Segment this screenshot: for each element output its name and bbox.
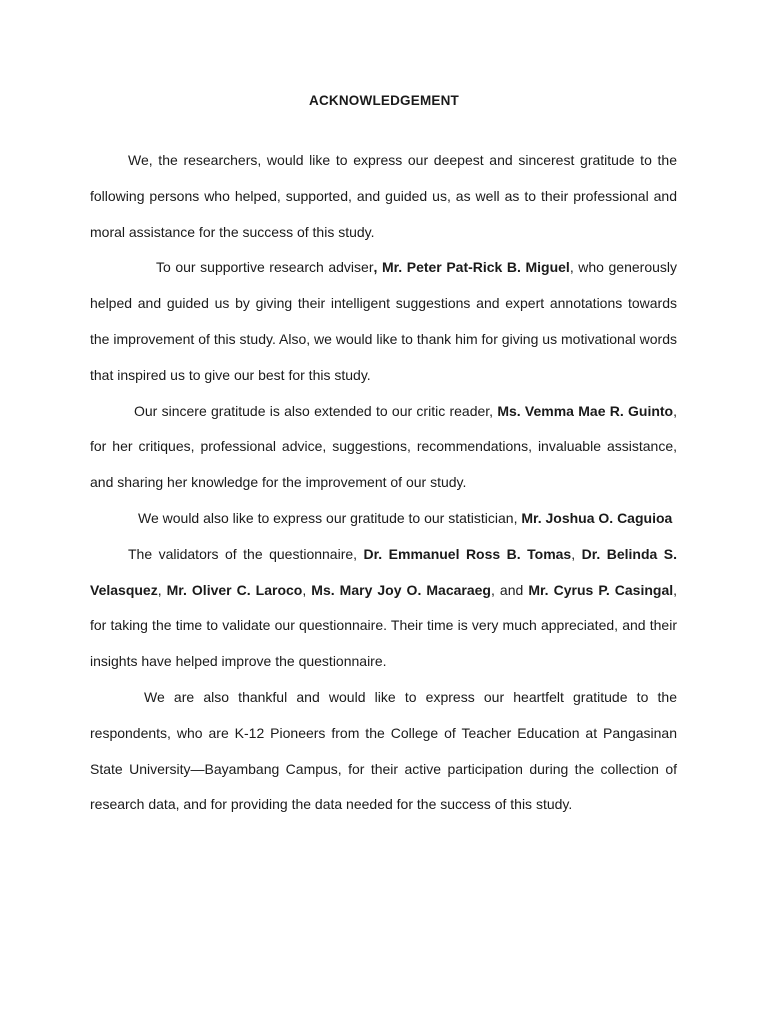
paragraph-text: , for taking the time to validate our questionnaire. Their time is very much appreciated, and their insights have helped improve the questionnaire.: [90, 581, 678, 670]
paragraph-text: ,: [157, 581, 167, 598]
adviser-name: , Mr. Peter Pat-Rick B. Miguel: [373, 259, 570, 276]
validator-name: Mr. Oliver C. Laroco: [166, 581, 303, 598]
paragraph-text: ,: [302, 581, 312, 598]
paragraph-statistician: [90, 501, 677, 537]
paragraph-text: To our supportive research adviser: [156, 259, 374, 276]
paragraph-validators: [90, 537, 677, 680]
document-body: [90, 143, 677, 823]
paragraph-intro: [90, 143, 677, 250]
statistician-name: Mr. Joshua O. Caguioa: [521, 509, 673, 526]
paragraph-text: We would also like to express our gratitude to our statistician,: [138, 509, 522, 526]
validator-name: Dr. Belinda S. Velasquez: [90, 545, 678, 598]
paragraph-text: Our sincere gratitude is also extended to our critic reader,: [134, 402, 498, 419]
paragraph-critic-reader: [90, 394, 677, 501]
paragraph-text: , and: [490, 581, 529, 598]
validator-name: Mr. Cyrus P. Casingal: [528, 581, 674, 598]
critic-reader-name: Ms. Vemma Mae R. Guinto: [497, 402, 674, 419]
page-title: ACKNOWLEDGEMENT: [309, 93, 459, 108]
paragraph-text: , who generously helped and guided us by giving their intelligent suggestions and expert annotations towards the improvement of this study. Also, we would like to thank him for giving us motivational words that inspired us to give our best for this study.: [90, 259, 678, 383]
paragraph-text: We are also thankful and would like to express our heartfelt gratitude to the respondents, who are K-12 Pioneers from the College of Teacher Education at Pangasinan State University—Bayambang Campus, for their active participation during the collection of research data, and for providing the data needed for the success of this study.: [90, 688, 677, 813]
paragraph-text: The validators of the questionnaire,: [128, 545, 364, 562]
validator-name: Ms. Mary Joy O. Macaraeg: [311, 581, 491, 598]
validator-name: Dr. Emmanuel Ross B. Tomas: [363, 545, 572, 562]
paragraph-adviser: [90, 250, 677, 393]
paragraph-text: ,: [571, 545, 582, 562]
paragraph-text: , for her critiques, professional advice, suggestions, recommendations, invaluable assistance, and sharing her knowledge for the improvement of our study.: [90, 402, 678, 491]
paragraph-respondents: [90, 680, 677, 823]
paragraph-text: We, the researchers, would like to express our deepest and sincerest gratitude to the following persons who helped, supported, and guided us, as well as to their professional and moral assistance for the success of this study.: [90, 152, 677, 240]
